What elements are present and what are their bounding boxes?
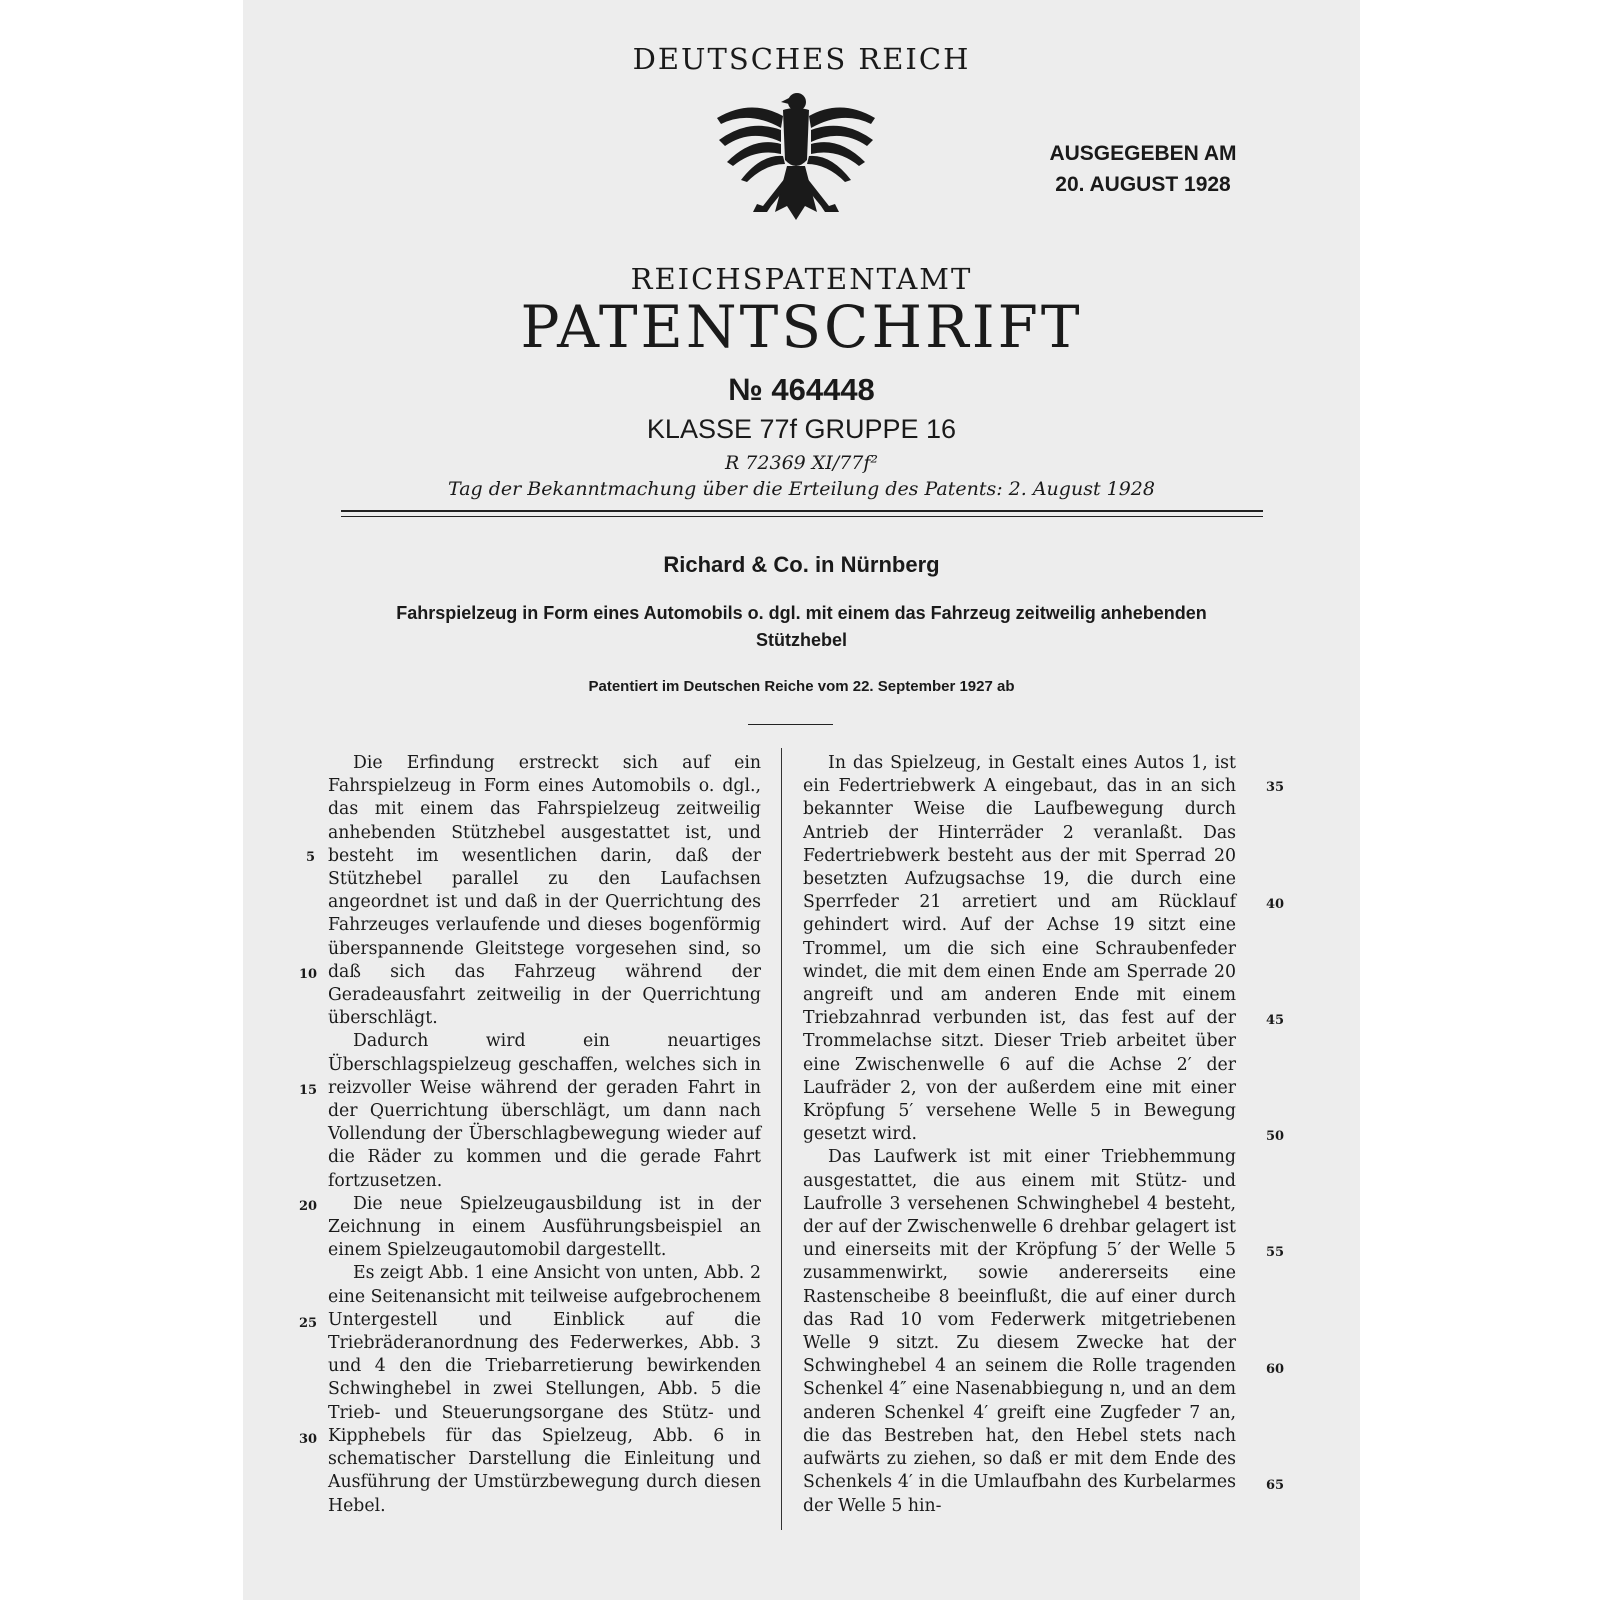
line-number: 35 (1266, 780, 1285, 795)
right-text-column (803, 752, 1236, 1518)
header-rule-thin (341, 516, 1263, 517)
applicant-name: Richard & Co. in Nürnberg (663, 552, 940, 577)
paragraph: Die neue Spielzeugausbildung ist in der Zeichnung in einem Ausführungsbeispiel an einem Spielzeugautomobil dargestellt. (328, 1193, 761, 1261)
patent-page (243, 0, 1360, 1600)
line-number: 15 (299, 1083, 318, 1098)
line-number: 50 (1266, 1129, 1285, 1144)
paragraph: Die Erfindung erstreckt sich auf ein Fahrspielzeug in Form eines Automobils o. dgl., das mit einem das Fahrspielzeug zeitweilig anhebenden Stützhebel ausgestattet ist, und besteht im wesentlichen darin, daß der Stützhebel parallel zu den Laufachsen angeordnet ist und daß in der Querrichtung des Fahrzeuges verlaufende und dieses bogenförmig überspannende Gleitstege vorgesehen sind, so daß sich das Fahrzeug während der Geradeausfahrt zeitweilig in der Querrichtung überschlägt. (328, 753, 761, 1029)
left-text-column (328, 752, 761, 1518)
country-heading: DEUTSCHES REICH (632, 42, 971, 76)
issued-label: AUSGEGEBEN AM (1049, 142, 1237, 165)
line-number: 20 (299, 1199, 318, 1214)
patent-number: № 464448 (728, 372, 875, 407)
line-number: 55 (1266, 1245, 1285, 1260)
eagle-emblem-icon (711, 88, 881, 238)
line-number: 60 (1266, 1362, 1285, 1377)
line-number: 45 (1266, 1013, 1285, 1028)
line-number: 10 (299, 967, 318, 982)
paragraph: Es zeigt Abb. 1 eine Ansicht von unten, Abb. 2 eine Seitenansicht mit teilweise aufgebrochenem Untergestell und Einblick auf die Triebräderanordnung des Federwerkes, Abb. 3 und 4 den die Triebarretierung bewirkenden Schwinghebel in zwei Stellungen, Abb. 5 die Trieb- und Steuerungsorgane des Stütz- und Kipphebels für das Spielzeug, Abb. 6 in schematischer Darstellung die Einleitung und Ausführung der Umstürzbewegung durch diesen Hebel. (328, 1263, 761, 1516)
line-number: 5 (306, 850, 316, 865)
issued-date: 20. AUGUST 1928 (1055, 173, 1231, 196)
paragraph: Dadurch wird ein neuartiges Überschlagspielzeug geschaffen, welches sich in reizvoller Weise während der geraden Fahrt in der Querrichtung überschlägt, um dann nach Vollendung der Überschlagbewegung wieder auf die Räder zu kommen und die gerade Fahrt fortzusetzen. (328, 1031, 761, 1191)
office-heading: REICHSPATENTAMT (630, 262, 973, 296)
document-type-title: PATENTSCHRIFT (520, 293, 1083, 361)
class-group: KLASSE 77f GRUPPE 16 (646, 414, 957, 444)
issued-date-stamp (1008, 138, 1278, 200)
announcement-line: Tag der Bekanntmachung über die Erteilung des Patents: 2. August 1928 (448, 478, 1155, 500)
line-number: 65 (1266, 1478, 1285, 1493)
paragraph: Das Laufwerk ist mit einer Triebhemmung ausgestattet, die aus einem mit Stütz- und Laufrolle 3 versehenen Schwinghebel 4 besteht, der auf der Zwischenwelle 6 drehbar gelagert ist und einerseits mit der Kröpfung 5′ der Welle 5 zusammenwirkt, sowie andererseits eine Rastenscheibe 8 beeinflußt, die auf einer durch das Rad 10 vom Federwerk mitgetriebenen Welle 9 sitzt. Zu diesem Zwecke hat der Schwinghebel 4 an seinem die Rolle tragenden Schenkel 4″ eine Nasenabbiegung n, und an dem anderen Schenkel 4′ greift eine Zugfeder 7 an, die das Bestreben hat, den Hebel stets nach aufwärts zu ziehen, so daß er mit dem Ende des Schenkels 4′ in die Umlaufbahn des Kurbelarmes der Welle 5 hin- (803, 1147, 1236, 1516)
patented-since: Patentiert im Deutschen Reiche vom 22. September 1927 ab (588, 678, 1015, 695)
paragraph: In das Spielzeug, in Gestalt eines Autos 1, ist ein Federtriebwerk A eingebaut, das in an sich bekannter Weise die Laufbewegung durch Antrieb der Hinterräder 2 veranlaßt. Das Federtriebwerk besteht aus der mit Sperrad 20 besetzten Aufzugsachse 19, die durch eine Sperrfeder 21 arretiert und am Rücklauf gehindert wird. Auf der Achse 19 sitzt eine Trommel, um die sich eine Schraubenfeder windet, die mit dem einen Ende am Sperrade 20 angreift und am anderen Ende mit einem Triebzahnrad verbunden ist, das fest auf der Trommelachse sitzt. Dieser Trieb arbeitet über eine Zwischenwelle 6 auf die Achse 2′ der Laufräder 2, von der außerdem eine mit einer Kröpfung 5′ versehene Welle 5 in Bewegung gesetzt wird. (803, 753, 1236, 1145)
section-divider (748, 724, 833, 725)
column-separator (781, 748, 782, 1530)
header-rule (341, 510, 1263, 512)
patent-title: Fahrspielzeug in Form eines Automobils o. dgl. mit einem das Fahrzeug zeitweilig anhebenden Stützhebel (396, 603, 1207, 650)
file-reference: R 72369 XI/77f² (724, 452, 879, 474)
line-number: 30 (299, 1432, 318, 1447)
line-number: 40 (1266, 897, 1285, 912)
line-number: 25 (299, 1316, 318, 1331)
